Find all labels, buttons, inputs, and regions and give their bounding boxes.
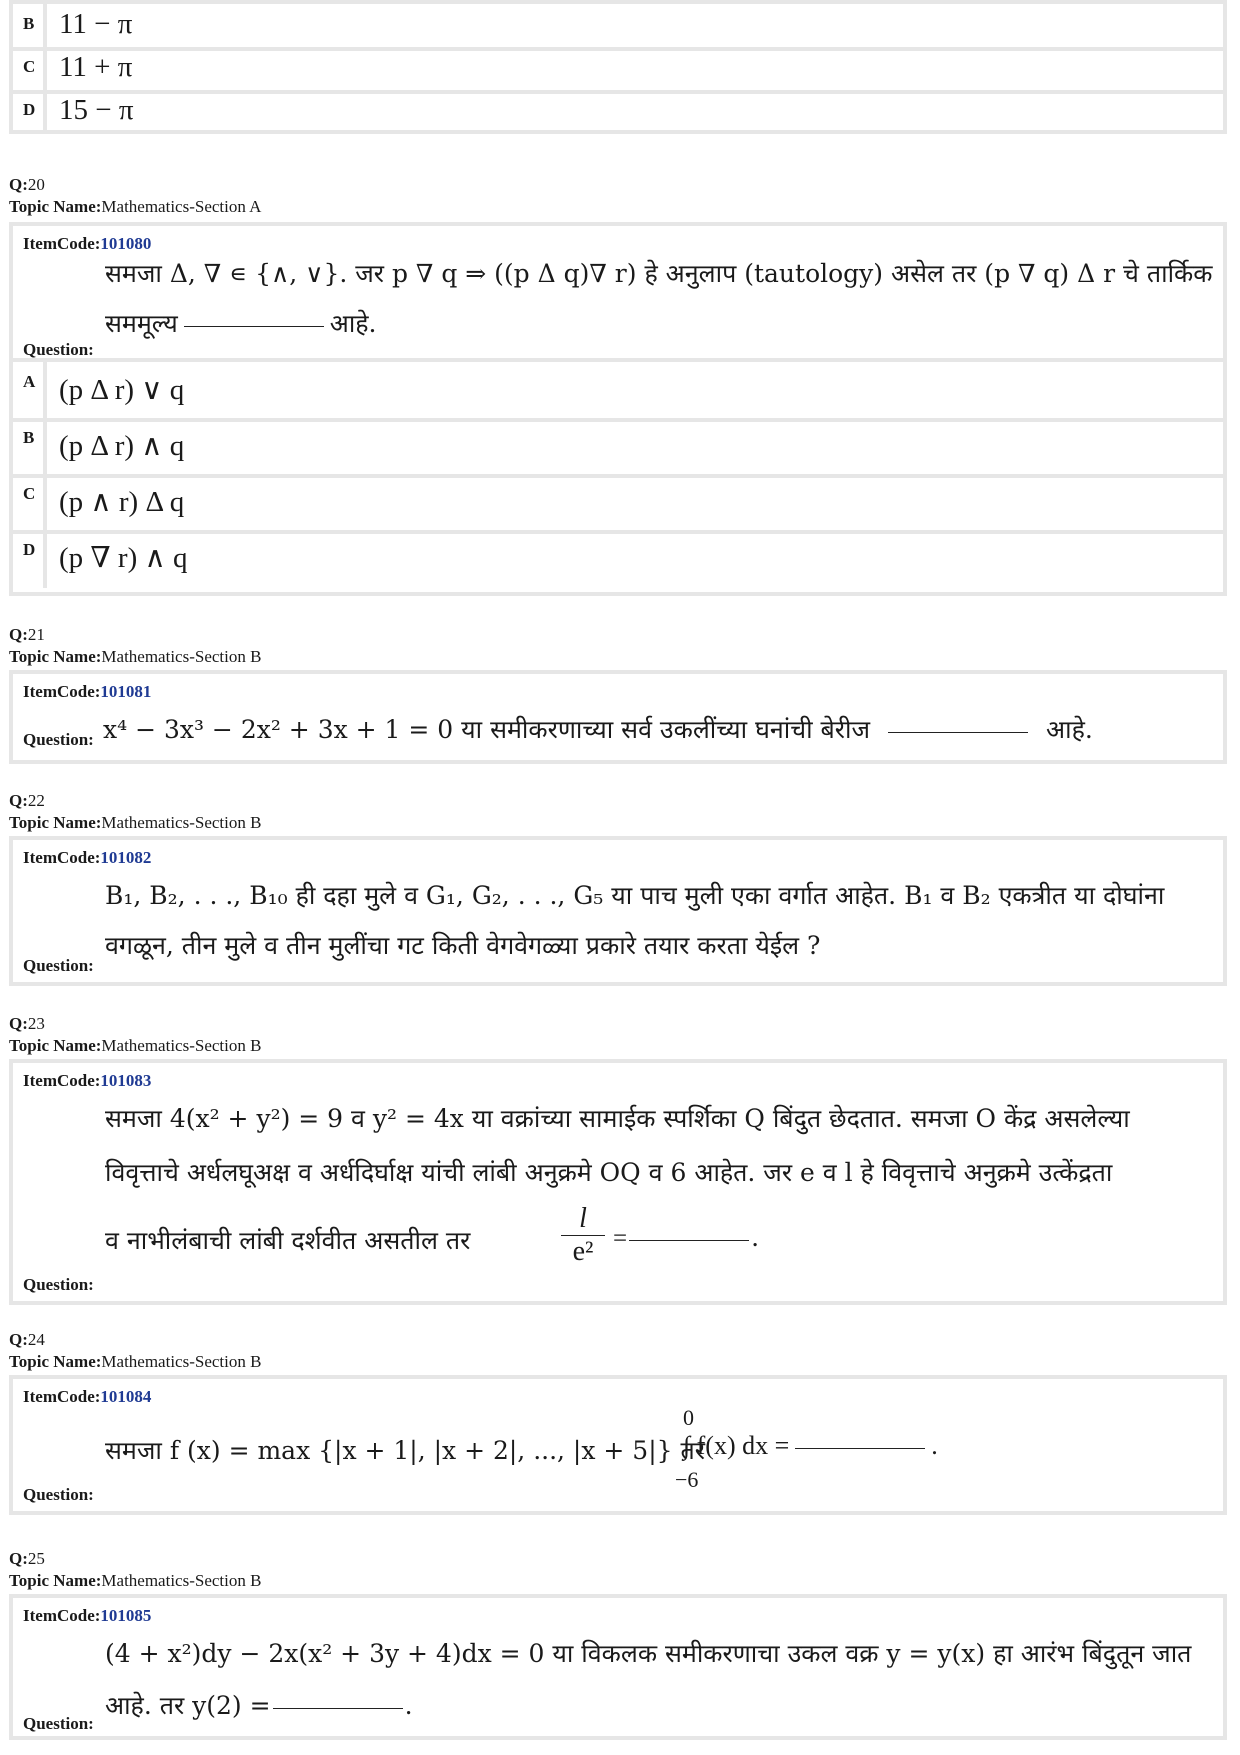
itemcode-prefix: ItemCode: — [23, 1606, 101, 1625]
question-box — [9, 1059, 1227, 1305]
q-number: 24 — [27, 1330, 45, 1349]
option-letter-text: C — [23, 484, 36, 503]
topic-value: Mathematics-Section B — [101, 647, 262, 666]
question-label: Question: — [23, 1485, 94, 1504]
period: . — [931, 1431, 938, 1460]
option-letter — [13, 530, 47, 588]
option-letter-text: D — [23, 100, 36, 119]
question-line-text: सममूल्य — [105, 309, 178, 338]
question-number — [9, 1013, 45, 1034]
topic-value: Mathematics-Section B — [101, 1036, 262, 1055]
itemcode-prefix: ItemCode: — [23, 1387, 101, 1406]
question-line — [105, 306, 377, 340]
question-number — [9, 624, 45, 645]
question-line-text: आहे. तर y(2) = — [105, 1691, 271, 1720]
answer-blank — [273, 1707, 403, 1709]
question-label: Question: — [23, 340, 94, 359]
question-box — [9, 836, 1227, 986]
option-row[interactable] — [13, 47, 1223, 94]
topic-value: Mathematics-Section B — [101, 1571, 262, 1590]
topic-value: Mathematics-Section A — [101, 197, 262, 216]
question-line: समजा f (x) = max {|x + 1|, |x + 2|, ..., |x + 5|} तर — [105, 1436, 705, 1465]
q-prefix: Q: — [9, 1549, 28, 1568]
question-line: समजा Δ, ∇ ∊ {∧, ∨}. जर p ∇ q ⇒ ((p Δ q)∇ r) हे अनुलाप (tautology) असेल तर (p ∇ q) Δ r चे तार्किक — [105, 259, 1213, 288]
q-prefix: Q: — [9, 175, 28, 194]
option-row[interactable] — [13, 530, 1223, 588]
topic-name — [9, 812, 261, 833]
topic-value: Mathematics-Section B — [101, 813, 262, 832]
option-letter-text: B — [23, 428, 35, 447]
itemcode-value: 101084 — [100, 1387, 152, 1406]
option-letter-text: B — [23, 14, 35, 33]
q-number: 23 — [27, 1014, 45, 1033]
option-letter-text: C — [23, 57, 36, 76]
equals-sign: = — [613, 1225, 628, 1252]
fraction-denominator: e² — [572, 1236, 594, 1267]
option-row[interactable] — [13, 362, 1223, 422]
question-line: समजा 4(x² + y²) = 9 व y² = 4x या वक्रांच्या सामाईक स्पर्शिका Q बिंदुत छेदतात. समजा O केंद्र असलेल्या — [105, 1104, 1130, 1133]
integral-expression — [683, 1431, 938, 1461]
topic-prefix: Topic Name: — [9, 1036, 102, 1055]
topic-prefix: Topic Name: — [9, 647, 102, 666]
question-label: Question: — [23, 956, 94, 975]
topic-name — [9, 1570, 261, 1591]
answer-blank — [184, 325, 324, 327]
option-text: (p ∇ r) ∧ q — [59, 542, 188, 574]
option-letter — [13, 47, 47, 90]
answer-blank — [888, 731, 1028, 733]
integral-lower-limit: −6 — [675, 1467, 699, 1492]
question-box — [9, 222, 1227, 362]
itemcode-prefix: ItemCode: — [23, 848, 101, 867]
option-letter — [13, 4, 47, 47]
question-number — [9, 174, 45, 195]
topic-prefix: Topic Name: — [9, 1352, 102, 1371]
topic-prefix: Topic Name: — [9, 1571, 102, 1590]
option-row[interactable] — [13, 474, 1223, 534]
topic-name — [9, 646, 261, 667]
integral-body: ∫ f(x) dx = — [683, 1431, 790, 1460]
itemcode-value: 101081 — [100, 682, 152, 701]
question-line-end: आहे. — [329, 309, 377, 338]
option-text: (p Δ r) ∨ q — [59, 374, 185, 406]
option-row[interactable] — [13, 4, 1223, 51]
question-label: Question: — [23, 1714, 94, 1733]
q-prefix: Q: — [9, 625, 28, 644]
q-number: 25 — [27, 1549, 45, 1568]
question-line-text: x⁴ − 3x³ − 2x² + 3x + 1 = 0 या समीकरणाच्या सर्व उकलींच्या घनांची बेरीज — [103, 715, 871, 744]
answer-blank — [795, 1447, 925, 1449]
item-code — [23, 848, 151, 868]
question-line-end: आहे. — [1046, 715, 1093, 744]
q-prefix: Q: — [9, 1330, 28, 1349]
itemcode-prefix: ItemCode: — [23, 1071, 101, 1090]
option-letter-text: A — [23, 372, 36, 391]
itemcode-value: 101082 — [100, 848, 152, 867]
q-prefix: Q: — [9, 791, 28, 810]
option-letter-text: D — [23, 540, 36, 559]
question-number — [9, 1329, 45, 1350]
item-code — [23, 1071, 151, 1091]
question-label: Question: — [23, 1275, 94, 1294]
option-row[interactable] — [13, 90, 1223, 130]
item-code — [23, 1606, 151, 1626]
q-number: 21 — [27, 625, 45, 644]
option-letter — [13, 362, 47, 418]
question-line: विवृत्ताचे अर्धलघूअक्ष व अर्धदिर्घाक्ष यांची लांबी अनुक्रमे OQ व 6 आहेत. जर e व l हे विवृत्ताचे अनुक्रमे उत्केंद्रता — [105, 1158, 1113, 1187]
topic-prefix: Topic Name: — [9, 197, 102, 216]
question-box — [9, 1375, 1227, 1515]
topic-name — [9, 1351, 261, 1372]
itemcode-value: 101083 — [100, 1071, 152, 1090]
itemcode-value: 101080 — [100, 234, 152, 253]
question-line: वगळून, तीन मुले व तीन मुलींचा गट किती वेगवेगळ्या प्रकारे तयार करता येईल ? — [105, 931, 821, 960]
topic-prefix: Topic Name: — [9, 813, 102, 832]
period: . — [404, 1691, 413, 1720]
options-box — [9, 362, 1227, 596]
equals-blank — [613, 1223, 759, 1253]
option-letter — [13, 90, 47, 130]
question-number — [9, 1548, 45, 1569]
itemcode-prefix: ItemCode: — [23, 234, 101, 253]
question-line — [105, 1688, 413, 1722]
option-text: 11 + π — [59, 51, 133, 83]
item-code — [23, 682, 151, 702]
option-letter — [13, 418, 47, 474]
question-line: व नाभीलंबाची लांबी दर्शवीत असतील तर — [105, 1226, 471, 1255]
item-code — [23, 1387, 151, 1407]
itemcode-prefix: ItemCode: — [23, 682, 101, 701]
option-row[interactable] — [13, 418, 1223, 478]
option-text: (p Δ r) ∧ q — [59, 430, 185, 462]
item-code — [23, 234, 151, 254]
itemcode-value: 101085 — [100, 1606, 152, 1625]
integral-upper-limit: 0 — [683, 1405, 694, 1430]
fraction — [561, 1203, 605, 1268]
option-text: 11 − π — [59, 8, 133, 40]
question-box — [9, 1594, 1227, 1740]
q-prefix: Q: — [9, 1014, 28, 1033]
option-text: 15 − π — [59, 94, 134, 126]
period: . — [751, 1223, 760, 1252]
fraction-numerator: l — [579, 1203, 587, 1234]
question-label: Question: — [23, 730, 94, 749]
question-line — [103, 712, 1093, 746]
question-line: (4 + x²)dy − 2x(x² + 3y + 4)dx = 0 या विकलक समीकरणाचा उकल वक्र y = y(x) हा आरंभ बिंदुतून जात — [105, 1639, 1192, 1668]
topic-value: Mathematics-Section B — [101, 1352, 262, 1371]
topic-name — [9, 1035, 261, 1056]
answer-blank — [629, 1239, 749, 1241]
option-letter — [13, 474, 47, 530]
q-number: 22 — [27, 791, 45, 810]
q-number: 20 — [27, 175, 45, 194]
question-line: B₁, B₂, . . ., B₁₀ ही दहा मुले व G₁, G₂, . . ., G₅ या पाच मुली एका वर्गात आहेत. B₁ व B₂ एकत्रीत या दोघांना — [105, 881, 1165, 910]
question-number — [9, 790, 45, 811]
question-box — [9, 670, 1227, 764]
option-text: (p ∧ r) Δ q — [59, 486, 185, 518]
top-options-box — [9, 0, 1227, 134]
topic-name — [9, 196, 261, 217]
